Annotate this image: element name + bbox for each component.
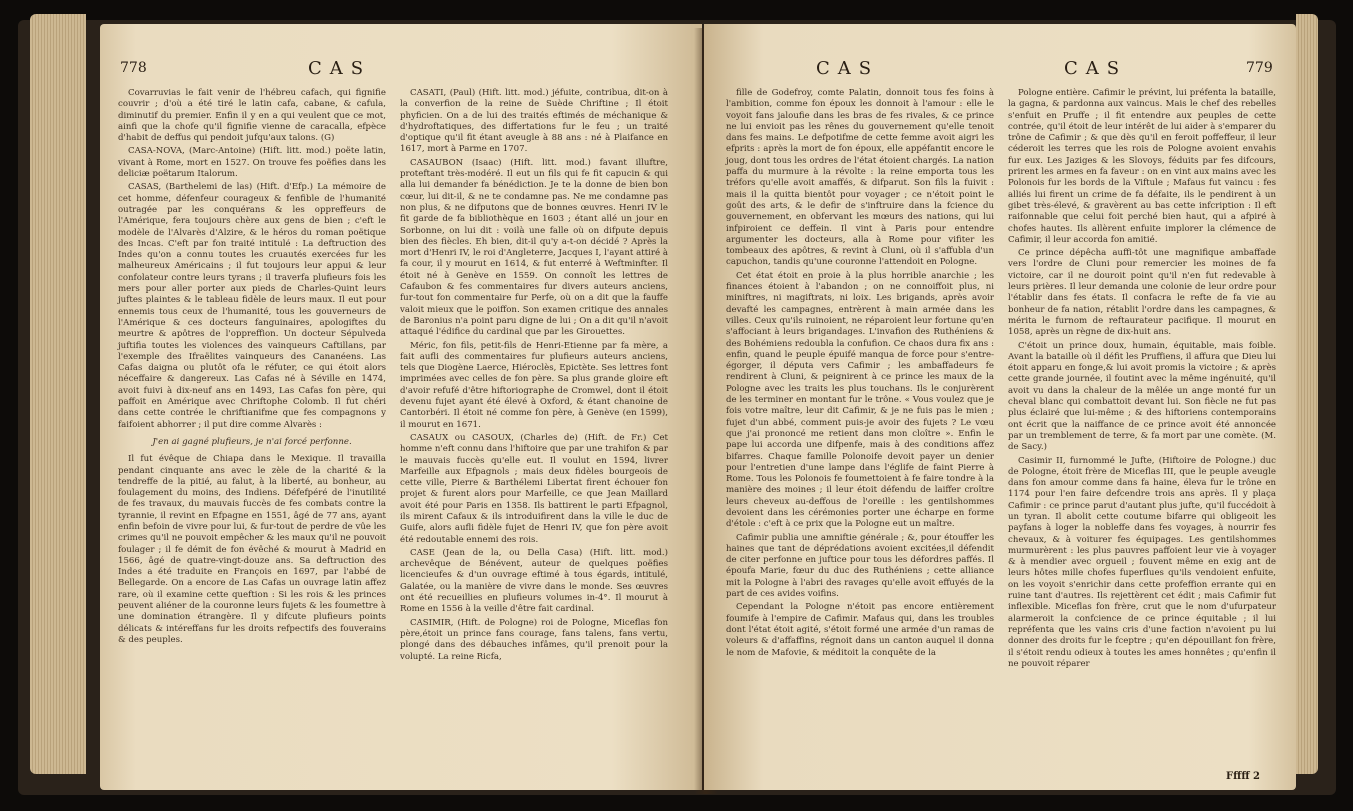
left-column-2 [400,88,668,665]
right-col1-paragraph: fille de Godefroy, comte Palatin, donnoit tous fes foins à l'ambition, comme fon époux les donnoit à l'amour : elle le voyoit fans jaloufie dans les bras de fes rivales, & ce prince ne lui envioit pas les rênes du gouvernement qu'elle tenoit dans fes mains. Le defpotifme de cette femme avoit aigri les efprits : après la mort de fon époux, elle appéfantit encore le joug, dont tous les ordres de l'état étoient chargés. La nation paffa du murmure à la révolte : la reine emporta tous les tréfors qu'elle avoit amaffés, & difparut. Son fils la fuivit : mais il la quitta bientôt pour voyager ; ce n'étoit point le goût des arts, & le defir de s'inftruire dans la fcience du gouvernement, en obfervant les mœurs des nations, qui lui infpiroient ce deffein. Il vint à Paris pour entendre argumenter les docteurs, alla à Rome pour vifiter les tombeaux des apôtres, & revint à Cluni, où il s'affubla d'un capuchon, tandis qu'une couronne l'attendoit en Pologne. [726,88,994,268]
left-col1-paragraph: J'en ai gagné plufieurs, je n'ai forcé perfonne. [152,436,352,447]
right-col1-paragraph: Cafimir publia une amniftie générale ; &, pour étouffer les haines que tant de déprédations avoient excitées,il défendit de citer perfonne en juftice pour tous les défordres paffés. Il époufa Marie, fœur du duc des Ruthéniens ; cette alliance mit la Pologne à l'abri des ravages qu'elle avoit effuyés de la part de ces avides voifins. [726,532,994,600]
left-col2-paragraph: CASIMIR, (Hift. de Pologne) roi de Pologne, Miceflas fon père,étoit un prince fans courage, fans talens, fans vertu, plongé dans des débauches infâmes, qu'il prenoit pour la volupté. La reine Ricfa, [400,617,668,662]
left-col2-paragraph: CASAUX ou CASOUX, (Charles de) (Hift. de Fr.) Cet homme n'eft connu dans l'hiftoire que par une trahifon & par le mauvais fuccès qu'elle eut. Il voulut en 1594, livrer Marfeille aux Efpagnols ; mais deux fidèles bourgeois de cette ville, Pierre & Barthélemi Libertat firent échouer fon projet & furent alors pour Marfeille, ce que Jean Maillard avoit été pour Paris en 1358. Ils battirent le parti Efpagnol, ils mirent Cafaux & ils introduifirent dans la ville le duc de Guife, alors aufli fidèle fujet de Henri IV, que fon père avoit été redoutable ennemi des rois. [400,432,668,545]
left-col2-paragraph: CASAUBON (Isaac) (Hift. litt. mod.) favant illuftre, proteftant très-modéré. Il eut un fils qui fe fit capucin & qui alla lui demander fa bénédiction. Je te la donne de bien bon cœur, lui dit-il, & ne te condamne pas. Ne me condamne pas non plus, & ne difputons que de bonnes œuvres. Henri IV le fit garde de fa bibliothèque en 1603 ; étant allé un jour en Sorbonne, on lui dit : voilà une falle où on difpute depuis bien des fiècles. Eh bien, dit-il qu'y a-t-on décidé ? Après la mort d'Henri IV, le roi d'Angleterre, Jacques I, l'ayant attiré à fa cour, il y mourut en 1614, & fut enterré à Weftminfter. Il étoit né à Genève en 1559. On connoît les lettres de Cafaubon & fes commentaires fur divers auteurs anciens, fur-tout fon commentaire fur Perfe, où on a dit que la fauffe valoit mieux que le poiffon. Son examen critique des annales de Baronius n'a point paru digne de lui ; On a dit qu'il n'avoit attaqué l'édifice du cardinal que par les Girouettes. [400,157,668,338]
right-page [704,24,1296,790]
right-header [704,60,1296,82]
running-head-right-inner: CAS [816,58,880,79]
left-col2-paragraph: CASE (Jean de la, ou Della Casa) (Hift. litt. mod.) archevêque de Bénévent, auteur de quelques poëfies licencieufes & d'un ouvrage eftimé à tous égards, intitulé, Galatée, ou la manière de vivre dans le monde. Ses œuvres ont été recueillies en plufieurs volumes in-4°. Il mourut à Rome en 1556 à la veille d'être fait cardinal. [400,547,668,615]
page-number-left: 778 [120,60,147,76]
right-col2-paragraph: Casimir II, furnommé le Jufte, (Hiftoire de Pologne.) duc de Pologne, étoit frère de Miceflas III, que le peuple aveugle dans fon amour comme dans fa haine, éleva fur le trône en 1174 pour l'en faire defcendre trois ans après. Il y plaça Cafimir : ce prince parut d'autant plus jufte, qu'il fuccédoit à un tyran. Il abolit cette coutume bifarre qui obligeoit les payfans à loger la nobleffe dans fes voyages, à nourrir fes chevaux, & à voiturer fes équipages. Les gentilshommes murmurèrent : les plus pauvres paffoient leur vie à voyager & à mendier avec orgueil ; fouvent même en exig ant de leurs hôtes mille chofes fuperflues qu'ils vendoient enfuite, on les voyoit s'enrichir dans cette profeffion errante qui en ruine tant d'autres. Ils rejettèrent cet édit ; mais Cafimir fut inflexible. Miceflas fon frère, crut que le nom d'ufurpateur alarmeroit la confcience de ce prince équitable ; il lui repréfenta que les vains cris d'une faction n'avoient pu lui donner des droits fur le fceptre ; qu'en dépouillant fon frère, il s'étoit rendu odieux à toutes les ames honnêtes ; qu'enfin il ne pouvoit réparer [1008,455,1276,669]
right-column-2 [1008,88,1276,672]
running-head-left: CAS [308,58,372,79]
right-col2-paragraph: Ce prince dépêcha auffi-tôt une magnifique ambaffade vers l'ordre de Cluni pour remercier les moines de fa victoire, car il ne douroit point qu'il n'en fut redevable à leurs prières. Il leur demanda une colonie de leur ordre pour l'établir dans fes états. Il confacra le refte de fa vie au bonheur de fa nation, rétablit l'ordre dans les campagnes, & mérita le furnom de reftaurateur pacifique. Il mourut en 1058, après un règne de dix-huit ans. [1008,248,1276,338]
left-col1-paragraph: CASAS, (Barthelemi de las) (Hift. d'Efp.) La mémoire de cet homme, défenfeur courageux & fenfible de l'humanité outragée par les conquérans & les oppreffeurs de l'Amérique, fera toujours chère aux gens de bien ; c'eft le modèle de l'Alvarès d'Alzire, & le héros du roman poëtique des Incas. C'eft par fon traité intitulé : La deftruction des Indes qu'on a connu toutes les cruautés exercées fur les malheureux Américains ; il fut toujours leur appui & leur confolateur contre leurs tyrans ; il traverfa plufieurs fois les mers pour aller porter aux pieds de Charles-Quint leurs juftes plaintes & le tableau fidèle de leurs maux. Il eut pour ennemis tous ceux de l'humanité, tous les gouverneurs de l'Amérique & ces docteurs fanguinaires, apologiftes du meurtre & apôtres de l'oppreffion. Un docteur Sépulveda juftifia toutes les violences des vainqueurs Caftillans, par l'exemple des Ifraëlites vainqueurs des Cananéens. Las Cafas daigna ou plutôt ofa le réfuter, ce qui étoit alors néceffaire & dangereux. Las Cafas né à Séville en 1474, avoit fuivi à dix-neuf ans en 1493, Las Cafas fon père, qui paffoit en Amérique avec Chriftophe Colomb. Il fut chéri dans cette contrée le chriftianifme que fes compagnons y faifoient abhorrer ; il put dire comme Alvarès : [118,182,386,430]
right-col2-paragraph: C'étoit un prince doux, humain, équitable, mais foible. Avant la bataille où il défit les Pruffiens, il affura que Dieu lui étoit apparu en fonge,& lui avoit promis la victoire ; & après cette grande journée, il foutint avec la même ingénuité, qu'il avoit vu dans la chaleur de la mêlée un ange monté fur un cheval blanc qui combattoit devant lui. Son fiècle ne fut pas plus éclairé que lui-même ; & des hiftoriens contemporains ont écrit que la naiffance de ce prince avoit été annoncée par un tremblement de terre, & fa mort par une comète. (M. de Sacy.) [1008,340,1276,453]
left-col2-paragraph: Méric, fon fils, petit-fils de Henri-Etienne par fa mère, a fait aufli des commentaires fur plufieurs auteurs anciens, tels que Diogène Laerce, Hiéroclès, Epictète. Ses lettres font imprimées avec celles de fon père. Sa plus grande gloire eft d'avoir refufé d'être hiftoriographe de Cromwel, dont il étoit devenu fujet ayant été élevé à Oxford, & étant chanoine de Cantorbéri. Il étoit né comme fon père, à Genève (en 1599), il mourut en 1671. [400,340,668,430]
page-number-right: 779 [1246,60,1273,76]
left-col1-paragraph: CASA-NOVA, (Marc-Antoine) (Hift. litt. mod.) poëte latin, vivant à Rome, mort en 1527. On trouve fes poëfies dans les deliciæ poëtarum Italorum. [118,146,386,180]
left-col1-paragraph: Covarruvias le fait venir de l'hébreu cafach, qui fignifie couvrir ; d'où a été tiré le latin cafa, cabane, & cafula, diminutif du premier. Enfin il y en a qui veulent que ce mot, ainfi que la chofe qu'il fignifie vienne de caracalla, efpèce d'habit de deffus qui pendoit jufqu'aux talons. (G) [118,88,386,144]
left-col2-paragraph: CASATI, (Paul) (Hift. litt. mod.) jéfuite, contribua, dit-on à la converfion de la reine de Suède Chriftine ; Il étoit phyficien. On a de lui des traités eftimés de méchanique & d'hydroftatiques, des differtations fur le feu ; un traité d'optique qu'il fit étant aveugle à 88 ans : né à Plaifance en 1617, mort à Parme en 1707. [400,88,668,155]
left-page [100,24,702,790]
right-col1-paragraph: Cet état étoit en proie à la plus horrible anarchie ; les finances étoient à l'abandon ; on ne connoiffoit plus, ni miniftres, ni magiftrats, ni loix. Les brigands, après avoir devafté les campagnes, entrèrent à main armée dans les villes. Ceux qu'ils ruinoient, ne réparoient leur fortune qu'en s'affociant à leurs brigandages. L'invafion des Ruthéniens & des Bohémiens redoubla la confufion. Ce chaos dura fix ans : enfin, quand le peuple épuifé manqua de force pour s'entre-égorger, il députa vers Cafimir ; les ambaffadeurs fe rendirent à Cluni, & peignirent à ce prince les maux de la Pologne avec les traits les plus touchans. Ils le conjurèrent de les terminer en montant fur le trône. « Vous voulez que je fois votre maître, leur dit Cafimir, & je ne fuis pas le mien ; fujet d'un abbé, comment puis-je avoir des fujets ? Le vœu que j'ai prononcé me retient dans mon cloître ». Enfin le pape lui accorda une difpenfe, mais à des conditions affez bifarres. Chaque famille Polonoife devoit payer un denier pour l'entretien d'une lampe dans l'églife de faint Pierre à Rome. Tous les Polonois fe foumettoient à fe faire tondre à la manière des moines ; il leur étoit défendu de laiffer croître leurs cheveux au-deffous de l'oreille : les gentilshommes devoient dans les cérémonies porter une écharpe en forme d'étole : c'eft à ce prix que la Pologne eut un maître. [726,270,994,530]
right-col1-paragraph: Cependant la Pologne n'étoit pas encore entièrement foumife à l'empire de Cafimir. Mafaus qui, dans les troubles dont l'état étoit agité, s'étoit formé une armée d'un ramas de voleurs & d'affaffins, régnoit dans un canton auquel il donna le nom de Mafovie, & méditoit la conquête de la [726,602,994,658]
page-stack-right [1296,14,1318,774]
right-col2-paragraph: Pologne entière. Cafimir le prévint, lui préfenta la bataille, la gagna, & pardonna aux vaincus. Mais le chef des rebelles s'enfuit en Pruffe ; il fit entendre aux peuples de cette contrée, qu'il étoit de leur intérêt de lui aider à s'emparer du trône de Cafimir ; & que dès qu'il en feroit poffeffeur, il leur céderoit les terres que les rois de Pologne avoient envahis fur eux. Les Jaziges & les Slovoys, féduits par fes difcours, prirent les armes en fa faveur : on en vint aux mains avec les Polonois fur les bords de la Viftule ; Mafaus fut vaincu : fes alliés lui firent un crime de fa défaite, ils le pendirent à un gibet très-élevé, & gravèrent au bas cette infcription : Il eft raifonnable que celui foit perché bien haut, qui a afpiré à chofes hautes. Ils allèrent enfuite implorer la clémence de Cafimir, il leur accorda fon amitié. [1008,88,1276,245]
left-column-1 [118,88,386,648]
left-header [100,60,702,82]
signature-mark: Fffff 2 [1226,771,1260,782]
right-column-1 [726,88,994,661]
running-head-right-outer: CAS [1064,58,1128,79]
left-col1-paragraph: Il fut évêque de Chiapa dans le Mexique. Il travailla pendant cinquante ans avec le zèle de la charité & la tendreffe de la pitié, au falut, à la liberté, au bonheur, au foulagement du moins, des Indiens. Défefpéré de l'inutilité de fes travaux, du mauvais fuccès de fes combats contre la tyrannie, il revint en Efpagne en 1551, âgé de 77 ans, ayant enfin befoin de vivre pour lui, & fur-tout de perdre de vûe les crimes qu'il ne pouvoit empêcher & les maux qu'il ne pouvoit foulager ; il fe démit de fon évêché & mourut à Madrid en 1566, âgé de quatre-vingt-douze ans. Sa deftruction des Indes a été traduite en François en 1697, par l'abbé de Bellegarde. On a encore de Las Cafas un ouvrage latin affez rare, où il examine cette queftion : Si les rois & les princes peuvent aliéner de la couronne leurs fujets & les foumettre à une domination étrangère. Il y difcute plufieurs points délicats & intéreffans fur les droits refpectifs des fouverains & des peuples. [118,454,386,645]
page-stack-left [30,14,86,774]
